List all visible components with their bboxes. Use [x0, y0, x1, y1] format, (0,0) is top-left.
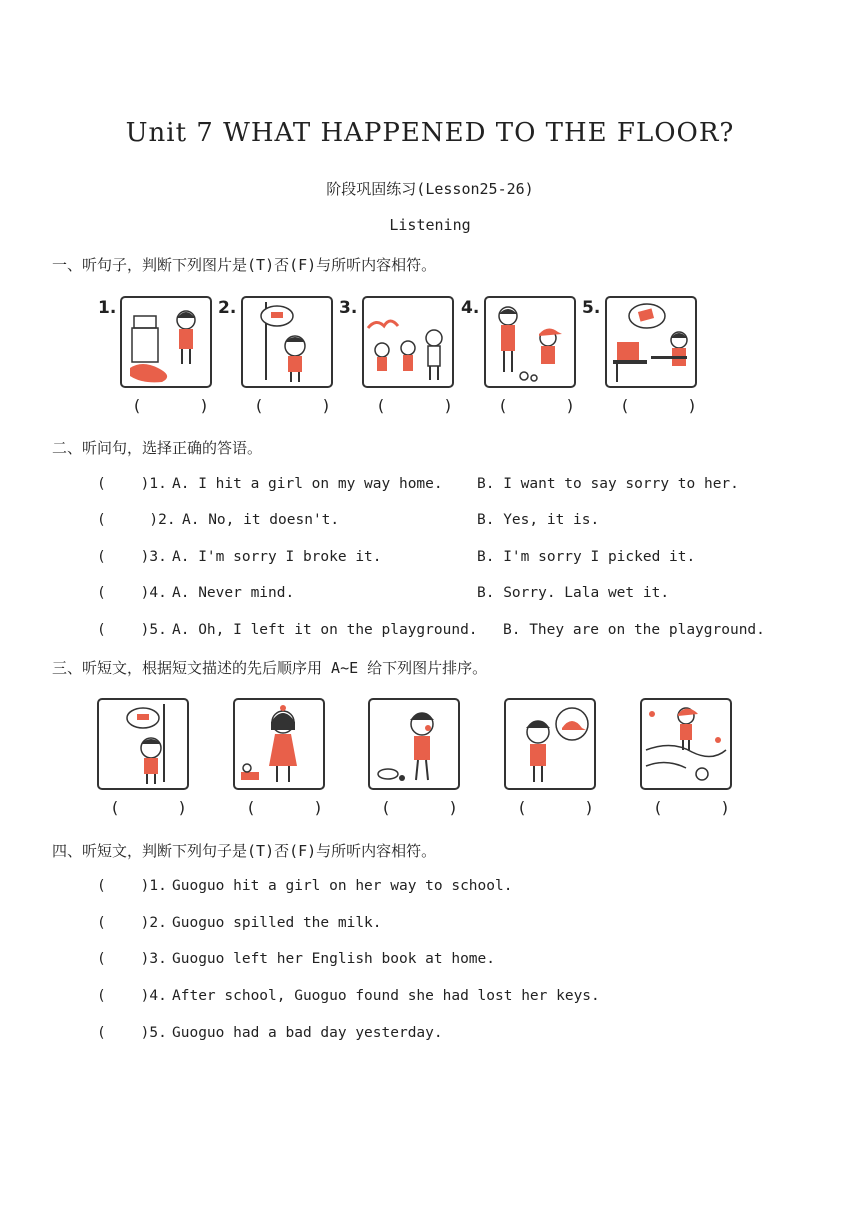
- answer-blank-3[interactable]: ( ): [376, 396, 454, 415]
- section1-heading: 一、听句子，判断下列图片是(T)否(F)与所听内容相符。: [52, 256, 437, 274]
- pic-number-4: 4.: [461, 298, 480, 318]
- s3-picture-boy-forgot-key: [97, 698, 189, 790]
- pic-number-1: 1.: [98, 298, 117, 318]
- pic-number-3: 3.: [339, 298, 358, 318]
- s4-q4-blank[interactable]: ( )4.: [97, 988, 167, 1004]
- section2-heading: 二、听问句，选择正确的答语。: [52, 439, 263, 457]
- s2-q3-option-b: B. I'm sorry I picked it.: [477, 549, 696, 565]
- picture-boy-forgot-key: [241, 296, 333, 388]
- s4-q3-blank[interactable]: ( )3.: [97, 951, 167, 967]
- s2-q4-blank[interactable]: ( )4.: [97, 585, 167, 601]
- s4-q5-blank[interactable]: ( )5.: [97, 1025, 167, 1041]
- picture-children-and-grandpa: [362, 296, 454, 388]
- s4-q5-statement: Guoguo had a bad day yesterday.: [172, 1025, 443, 1041]
- answer-blank-5[interactable]: ( ): [620, 396, 698, 415]
- s2-q5-blank[interactable]: ( )5.: [97, 622, 167, 638]
- s2-q2-blank[interactable]: ( )2.: [97, 512, 176, 528]
- s2-q1-option-b: B. I want to say sorry to her.: [477, 476, 739, 492]
- s3-picture-boy-broken-toy: [368, 698, 460, 790]
- section4-heading: 四、听短文，判断下列句子是(T)否(F)与所听内容相符。: [52, 842, 437, 860]
- s3-answer-blank-4[interactable]: ( ): [517, 798, 595, 817]
- s3-picture-boy-lost-cap: [504, 698, 596, 790]
- s4-q3-statement: Guoguo left her English book at home.: [172, 951, 496, 967]
- s4-q1-blank[interactable]: ( )1.: [97, 878, 167, 894]
- picture-boy-at-desk: [605, 296, 697, 388]
- s3-answer-blank-5[interactable]: ( ): [653, 798, 731, 817]
- s2-q2-option-b: B. Yes, it is.: [477, 512, 600, 528]
- s2-q5-option-b: B. They are on the playground.: [503, 622, 765, 638]
- worksheet-subtitle: 阶段巩固练习(Lesson25-26): [326, 180, 534, 198]
- s4-q1-statement: Guoguo hit a girl on her way to school.: [172, 878, 513, 894]
- answer-blank-2[interactable]: ( ): [254, 396, 332, 415]
- answer-blank-1[interactable]: ( ): [132, 396, 210, 415]
- s2-q2-option-a: A. No, it doesn't.: [182, 512, 340, 528]
- pic-number-2: 2.: [218, 298, 237, 318]
- s4-q4-statement: After school, Guoguo found she had lost her keys.: [172, 988, 600, 1004]
- worksheet-title: Unit 7 WHAT HAPPENED TO THE FLOOR?: [125, 118, 735, 148]
- picture-girl-spilled-sink: [120, 296, 212, 388]
- s4-q2-statement: Guoguo spilled the milk.: [172, 915, 382, 931]
- s2-q1-option-a: A. I hit a girl on my way home.: [172, 476, 443, 492]
- section3-heading: 三、听短文，根据短文描述的先后顺序用 A~E 给下列图片排序。: [52, 659, 488, 677]
- s2-q3-option-a: A. I'm sorry I broke it.: [172, 549, 382, 565]
- s2-q3-blank[interactable]: ( )3.: [97, 549, 167, 565]
- s3-answer-blank-1[interactable]: ( ): [110, 798, 188, 817]
- pic-number-5: 5.: [582, 298, 601, 318]
- s2-q5-option-a: A. Oh, I left it on the playground.: [172, 622, 478, 638]
- s4-q2-blank[interactable]: ( )2.: [97, 915, 167, 931]
- s3-picture-girl-dropped-items: [233, 698, 325, 790]
- s2-q1-blank[interactable]: ( )1.: [97, 476, 167, 492]
- s3-answer-blank-2[interactable]: ( ): [246, 798, 324, 817]
- s3-answer-blank-3[interactable]: ( ): [381, 798, 459, 817]
- s3-picture-boy-playground: [640, 698, 732, 790]
- s2-q4-option-b: B. Sorry. Lala wet it.: [477, 585, 670, 601]
- listening-label: Listening: [389, 216, 471, 234]
- picture-boys-broken-toy: [484, 296, 576, 388]
- answer-blank-4[interactable]: ( ): [498, 396, 576, 415]
- s2-q4-option-a: A. Never mind.: [172, 585, 295, 601]
